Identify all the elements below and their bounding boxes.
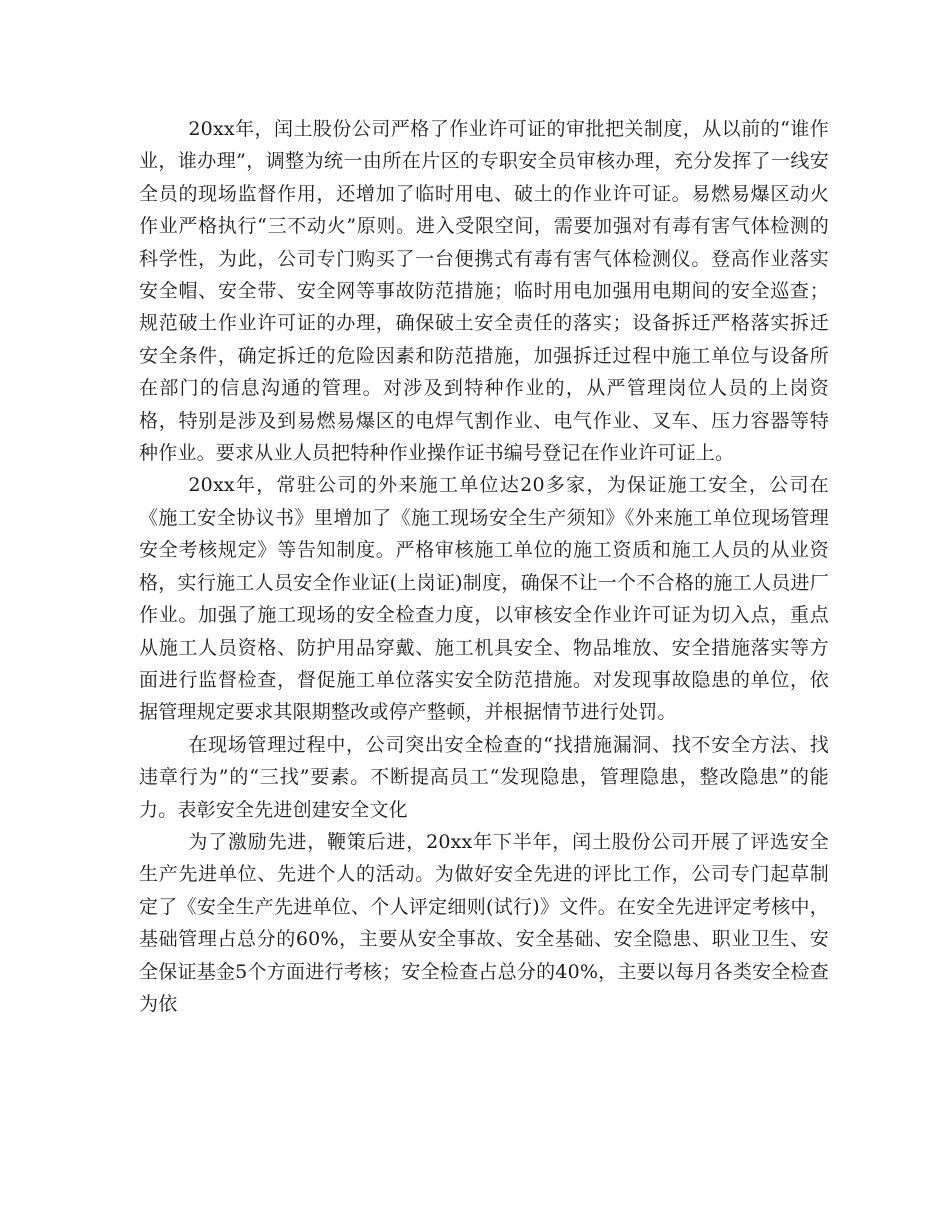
paragraph-site-inspection: 在现场管理过程中，公司突出安全检查的“找措施漏洞、找不安全方法、找违章行为”的“三找”要素。不断提高员工“发现隐患，管理隐患，整改隐患”的能力。表彰安全先进创建安全文化 — [139, 733, 829, 821]
paragraph-contractor-management: 20xx年，常驻公司的外来施工单位达20多家，为保证施工安全，公司在《施工安全协议书》里增加了《施工现场安全生产须知》《外来施工单位现场管理安全考核规定》等告知制度。严格审核施工单位的施工资质和施工人员的从业资格，实行施工人员安全作业证(上岗证)制度，确保不让一个不合格的施工人员进厂作业。加强了施工现场的安全检查力度，以审核安全作业许可证为切入点，重点从施工人员资格、防护用品穿戴、施工机具安全、物品堆放、安全措施落实等方面进行监督检查，督促施工单位落实安全防范措施。对发现事故隐患的单位，依据管理规定要求其限期整改或停产整顿，并根据情节进行处罚。 — [139, 474, 829, 724]
paragraph-work-permit: 20xx年，闰土股份公司严格了作业许可证的审批把关制度，从以前的“谁作业，谁办理”，调整为统一由所在片区的专职安全员审核办理，充分发挥了一线安全员的现场监督作用，还增加了临时用电、破土的作业许可证。易燃易爆区动火作业严格执行“三不动火”原则。进入受限空间，需要加强对有毒有害气体检测的科学性，为此，公司专门购买了一台便携式有毒有害气体检测仪。登高作业落实安全帽、安全带、安全网等事故防范措施；临时用电加强用电期间的安全巡查；规范破土作业许可证的办理，确保破土安全责任的落实；设备拆迁严格落实拆迁安全条件，确定拆迁的危险因素和防范措施，加强拆迁过程中施工单位与设备所在部门的信息沟通的管理。对涉及到特种作业的，从严管理岗位人员的上岗资格，特别是涉及到易燃易爆区的电焊气割作业、电气作业、叉车、压力容器等特种作业。要求从业人员把特种作业操作证书编号登记在作业许可证上。 — [139, 118, 829, 465]
paragraph-safety-awards: 为了激励先进，鞭策后进，20xx年下半年，闰土股份公司开展了评选安全生产先进单位、先进个人的活动。为做好安全先进的评比工作，公司专门起草制定了《安全生产先进单位、个人评定细则(试行)》文件。在安全先进评定考核中，基础管理占总分的60%，主要从安全事故、安全基础、安全隐患、职业卫生、安全保证基金5个方面进行考核；安全检查占总分的40%，主要以每月各类安全检查为依 — [139, 830, 829, 1015]
document-body — [139, 113, 829, 1020]
